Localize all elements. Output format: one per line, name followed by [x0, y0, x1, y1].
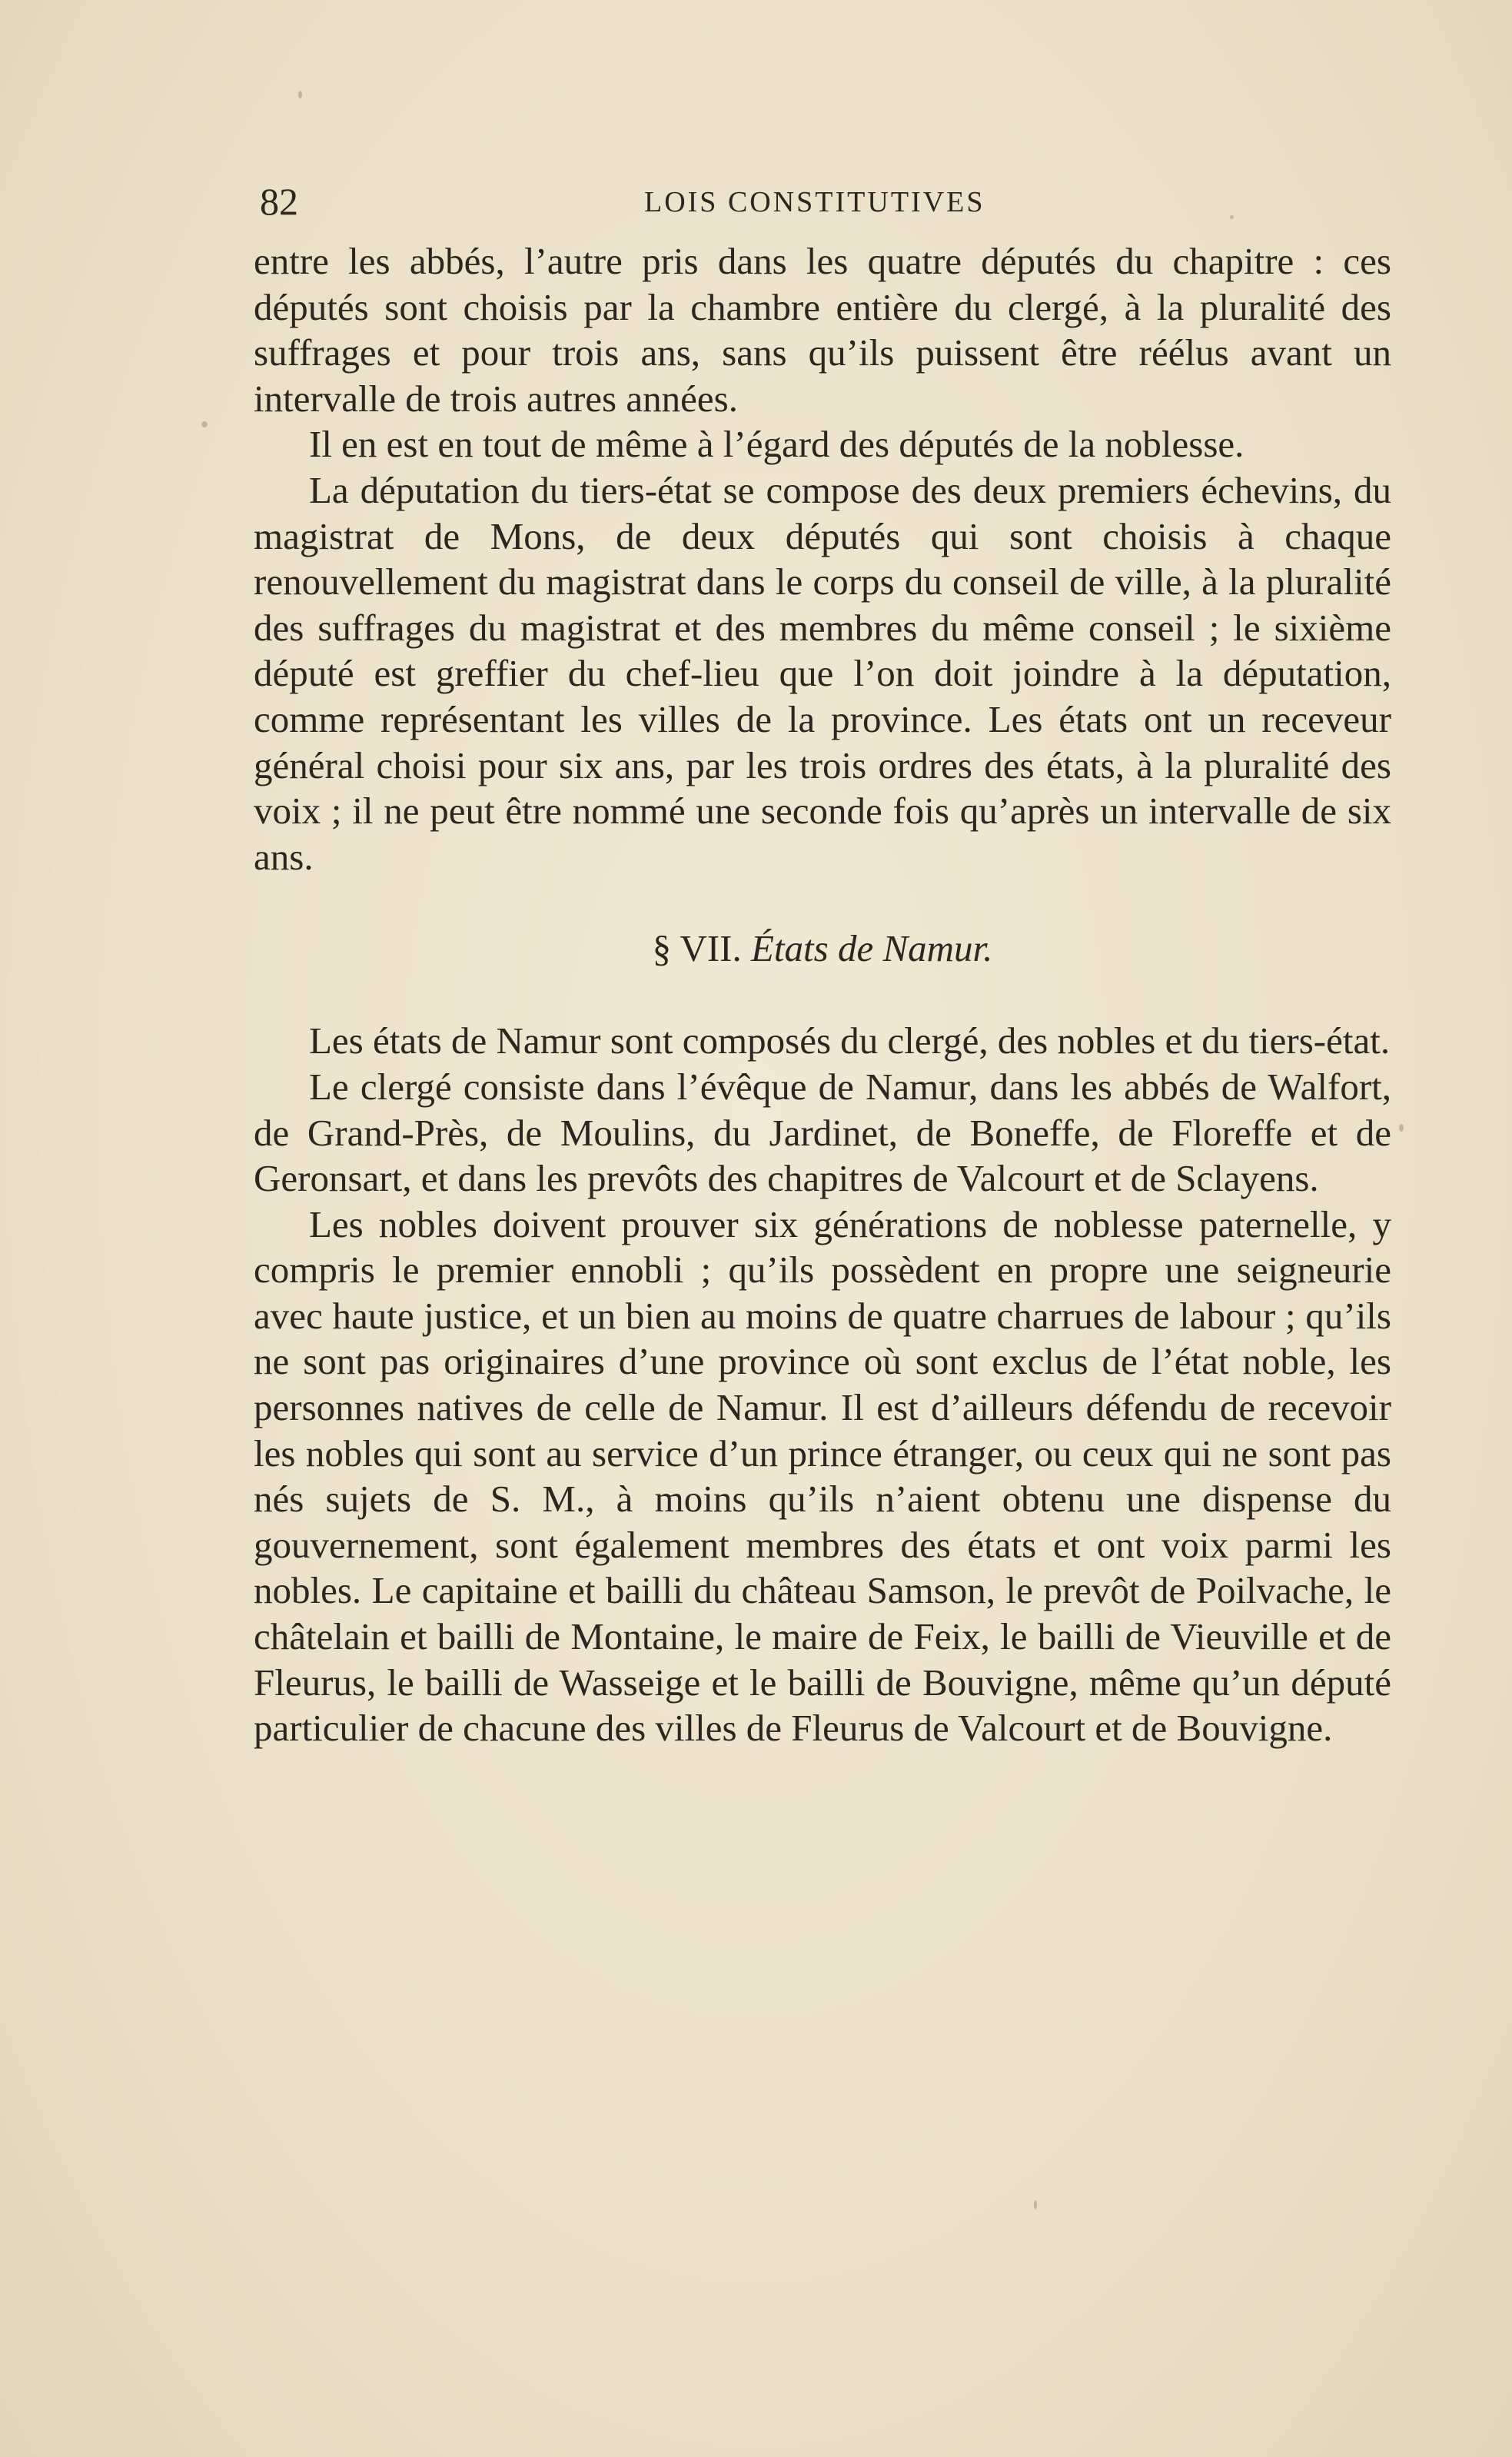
page-number: 82: [260, 180, 298, 223]
section-title: États de Namur.: [750, 927, 993, 970]
section-number: § VII.: [652, 927, 742, 970]
paragraph: Il en est en tout de même à l’égard des députés de la noblesse.: [309, 423, 1244, 466]
running-head: LOIS CONSTITUTIVES: [644, 186, 985, 218]
paragraph: entre les abbés, l’autre pris dans les quatre députés du chapitre : ces députés sont choisis par la chambre entière du clergé, à la pluralité des suffrages et pour trois ans, sans qu’ils puissent être réélus avant un intervalle de trois autres années.: [254, 240, 1391, 420]
paragraph: Le clergé consiste dans l’évêque de Namur, dans les abbés de Walfort, de Grand-Près, de Moulins, du Jardinet, de Boneffe, de Floreffe et de Geronsart, et dans les prevôts des chapitres de Valcourt et de Sclayens.: [254, 1065, 1391, 1200]
paper-speck: [1034, 2200, 1037, 2209]
body-text: [254, 238, 1391, 1751]
paper-speck: [201, 421, 208, 427]
section-heading: [254, 926, 1391, 972]
paper-speck: [1399, 1124, 1404, 1132]
paragraph: Les nobles doivent prouver six générations de noblesse paternelle, y compris le premier ennobli ; qu’ils possèdent en propre une seigneurie avec haute justice, et un bien au moins de quatre charrues de labour ; qu’ils ne sont pas originaires d’une province où sont exclus de l’état noble, les personnes natives de celle de Namur. Il est d’ailleurs défendu de recevoir les nobles qui sont au service d’un prince étranger, ou ceux qui ne sont pas nés sujets de S. M., à moins qu’ils n’aient obtenu une dispense du gouvernement, sont également membres des états et ont voix parmi les nobles. Le capitaine et bailli du château Samson, le prevôt de Poilvache, le châtelain et bailli de Montaine, le maire de Feix, le bailli de Vieuville et de Fleurus, le bailli de Wasseige et le bailli de Bouvigne, même qu’un député particulier de chacune des villes de Fleurus de Valcourt et de Bouvigne.: [254, 1202, 1391, 1750]
paragraph: Les états de Namur sont composés du clergé, des nobles et du tiers-état.: [309, 1019, 1391, 1062]
paragraph: La députation du tiers-état se compose des deux premiers échevins, du magistrat de Mons, de deux députés qui sont choisis à chaque renouvellement du magistrat dans le corps du conseil de ville, à la pluralité des suffrages du magistrat et des membres du même conseil ; le sixième député est greffier du chef-lieu que l’on doit joindre à la députation, comme représentant les villes de la province. Les états ont un receveur général choisi pour six ans, par les trois ordres des états, à la pluralité des voix ; il ne peut être nommé une seconde fois qu’après un intervalle de six ans.: [254, 468, 1391, 878]
page-header: [260, 178, 1390, 224]
paper-speck: [298, 91, 302, 98]
